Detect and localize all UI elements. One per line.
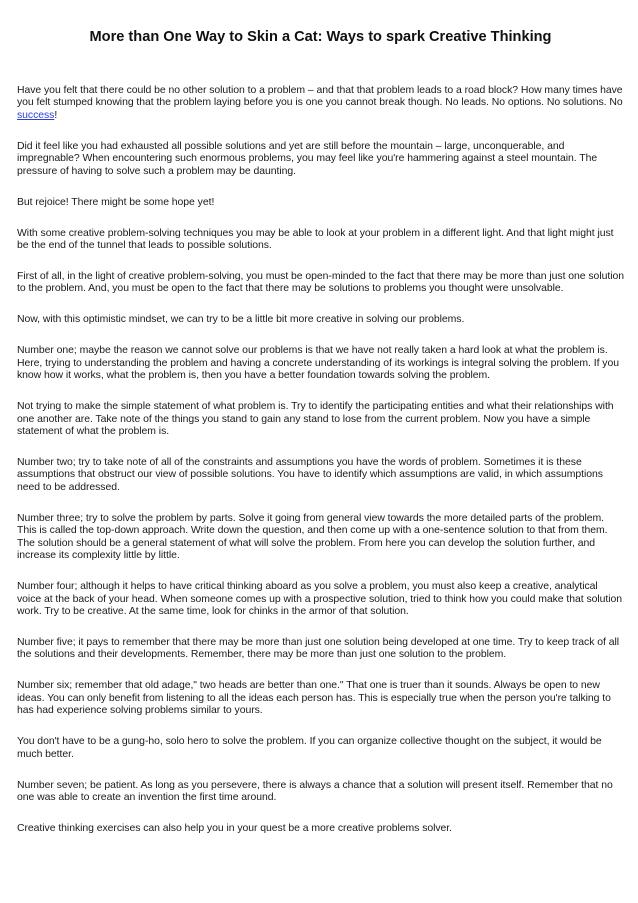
paragraph: But rejoice! There might be some hope yet! bbox=[17, 196, 215, 208]
paragraph: Number seven; be patient. As long as you persevere, there is always a chance that a solution will present itself. Remember that no one was able to create an invention the first time around. bbox=[17, 779, 613, 803]
page-title: More than One Way to Skin a Cat: Ways to spark Creative Thinking bbox=[89, 29, 552, 45]
intro-text-end: ! bbox=[54, 109, 58, 121]
paragraph: First of all, in the light of creative problem-solving, you must be open-minded to the fact that there may be more than just one solution to the problem. And, you must be open to the fact that there may be solutions to problems you thought were unsolvable. bbox=[17, 271, 624, 295]
paragraph: Number six; remember that old adage," two heads are better than one." That one is truer than it sounds. Always be open to new ideas. You can only benefit from listening to all the ideas each person has. This is especially true when the person you're talking to has had experience solving problems similar to yours. bbox=[17, 680, 611, 717]
paragraph: Now, with this optimistic mindset, we can try to be a little bit more creative in solving our problems. bbox=[17, 314, 465, 326]
intro-paragraph bbox=[17, 85, 624, 122]
paragraph: Number one; maybe the reason we cannot solve our problems is that we have not really taken a hard look at what the problem is. Here, trying to understanding the problem and having a concrete understanding of its workings is integral solving the problem. If you know how it works, what the problem is, then you have a better foundation towards solving the problem. bbox=[17, 345, 619, 382]
paragraph: Number five; it pays to remember that there may be more than just one solution being developed at one time. Try to keep track of all the solutions and their developments. Remember, there may be more than just one solution to the problem. bbox=[17, 636, 619, 661]
document-body bbox=[17, 85, 624, 835]
paragraph: Number two; try to take note of all of the constraints and assumptions you have the words of problem. Sometimes it is these assumptions that obstruct our view of possible solutions. You have to identify which assumptions are valid, in which assumptions need to be addressed. bbox=[17, 457, 603, 493]
paragraph: Number four; although it helps to have critical thinking aboard as you solve a problem, you must also keep a creative, analytical voice at the back of your head. When someone comes up with a prospective solution, tried to think how you could make that solution work. Try to be creative. At the same time, look for chinks in the armor of that solution. bbox=[17, 581, 623, 617]
paragraph: You don't have to be a gung-ho, solo hero to solve the problem. If you can organize collective thought on the subject, it would be much better. bbox=[17, 736, 602, 760]
paragraph: With some creative problem-solving techniques you may be able to look at your problem in a different light. And that light might just be the end of the tunnel that leads to possible solutions. bbox=[17, 227, 614, 252]
paragraph: Did it feel like you had exhausted all possible solutions and yet are still before the mountain – large, unconquerable, and impregnable? When encountering such enormous problems, you may feel like you're hammering against a steel mountain. The pressure of having to solve such a problem may be daunting. bbox=[17, 140, 598, 177]
paragraph: Number three; try to solve the problem by parts. Solve it going from general view towards the more detailed parts of the problem. This is called the top-down approach. Write down the question, and then come up with a one-sentence solution to that from them. The solution should be a general statement of what will solve the problem. From here you can develop the solution further, and increase its complexity little by little. bbox=[17, 512, 608, 562]
paragraph: Not trying to make the simple statement of what problem is. Try to identify the participating entities and what their relationships with one another are. Take note of the things you stand to gain any stand to lose from the current problem. Now you have a simple statement of what the problem is. bbox=[17, 401, 614, 438]
intro-text: Have you felt that there could be no other solution to a problem – and that that problem leads to a road block? How many times have you felt stumped knowing that the problem laying before you is one you cannot break though. No leads. No options. No solutions. No bbox=[17, 85, 623, 109]
paragraph: Creative thinking exercises can also help you in your quest be a more creative problems solver. bbox=[17, 822, 453, 834]
success-link[interactable]: success bbox=[17, 109, 55, 121]
